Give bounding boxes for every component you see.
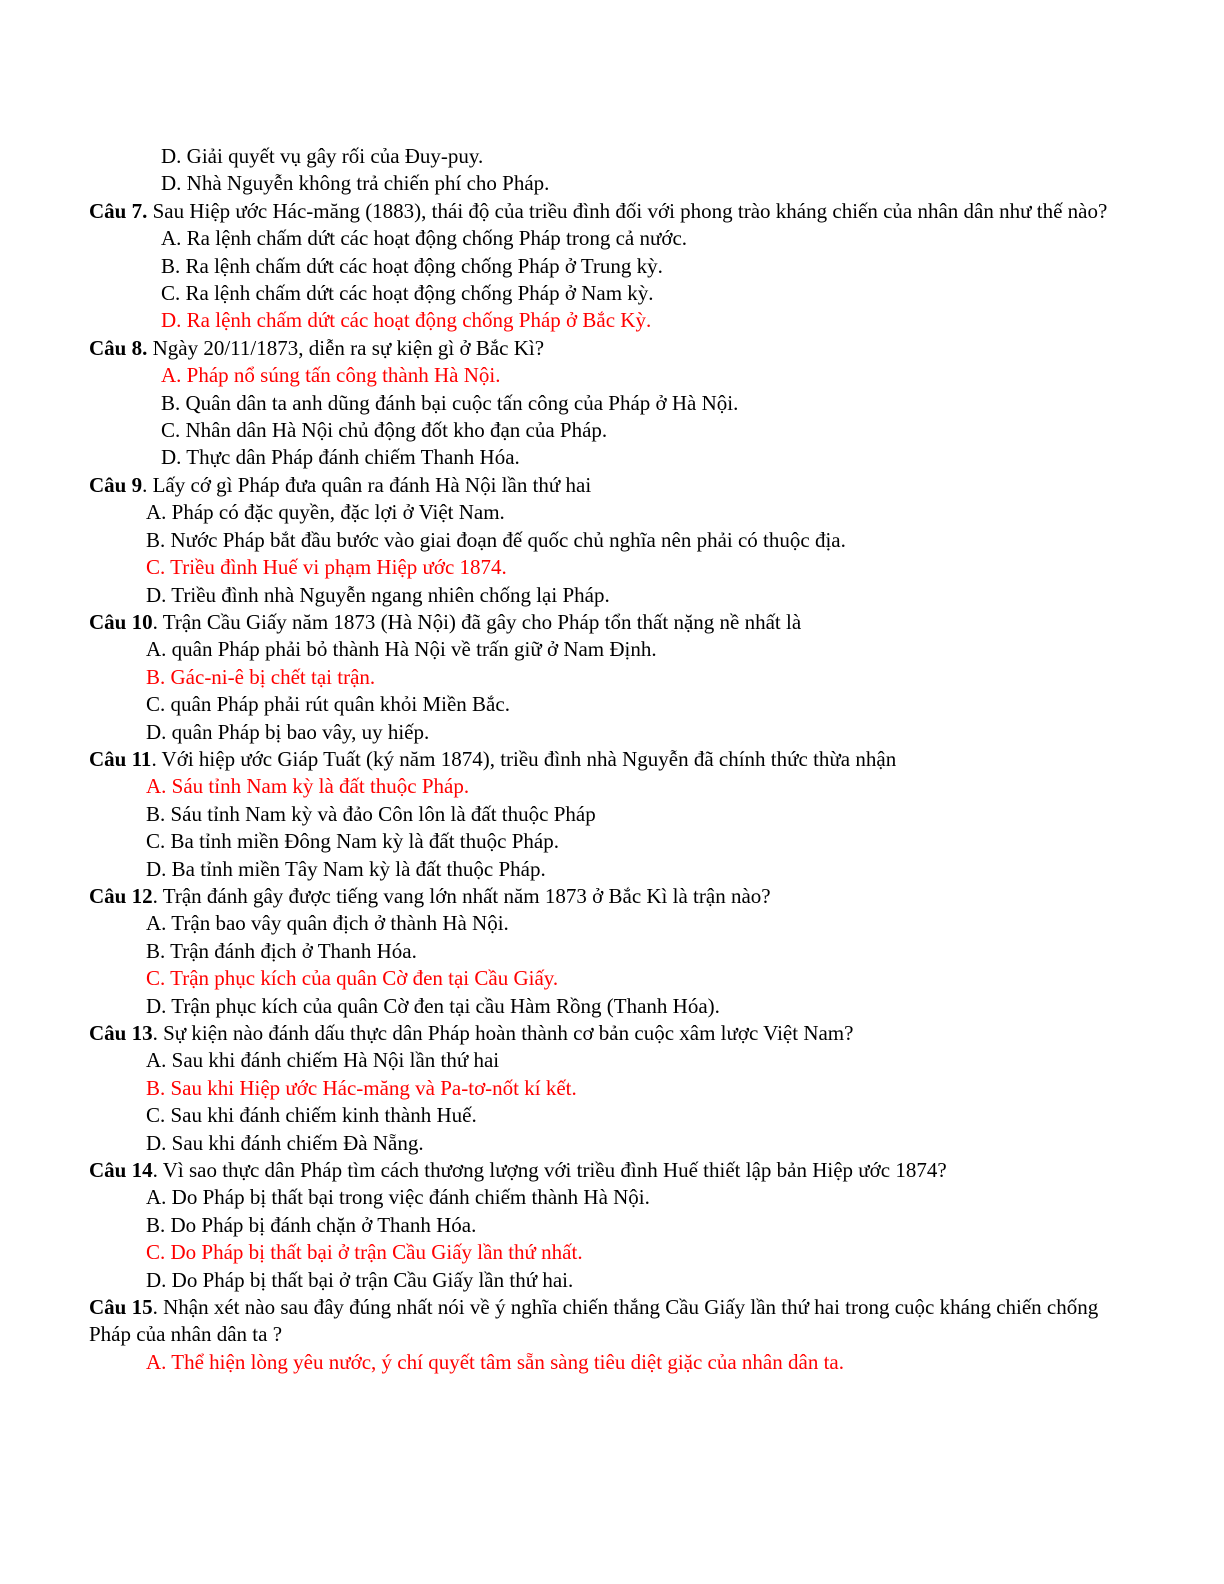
question-label: Câu 7. [89, 198, 148, 223]
question-body: . Lấy cớ gì Pháp đưa quân ra đánh Hà Nội lần thứ hai [142, 472, 592, 497]
question-body: . Nhận xét nào sau đây đúng nhất nói về ý nghĩa chiến thắng Cầu Giấy lần thứ hai trong cuộc kháng chiến chống Pháp của nhân dân ta ? [89, 1295, 1099, 1347]
question-label: Câu 15 [89, 1295, 153, 1320]
question-body: Ngày 20/11/1873, diễn ra sự kiện gì ở Bắc Kì? [147, 335, 545, 360]
option-a-correct: A. Sáu tỉnh Nam kỳ là đất thuộc Pháp. [146, 774, 470, 799]
option-d: D. Sau khi đánh chiếm Đà Nẵng. [146, 1130, 424, 1155]
question-9 [89, 472, 1129, 609]
question-text [89, 472, 1129, 499]
option-b: B. Quân dân ta anh dũng đánh bại cuộc tấn công của Pháp ở Hà Nội. [161, 390, 739, 415]
option-d: D. Do Pháp bị thất bại ở trận Cầu Giấy lần thứ hai. [146, 1267, 574, 1292]
option-c: C. Sau khi đánh chiếm kinh thành Huế. [146, 1103, 477, 1128]
option-d: D. quân Pháp bị bao vây, uy hiếp. [146, 719, 430, 744]
question-15 [89, 1294, 1129, 1376]
question-label: Câu 12 [89, 883, 153, 908]
option-d-correct: D. Ra lệnh chấm dứt các hoạt động chống Pháp ở Bắc Kỳ. [161, 308, 652, 333]
option-a: A. Trận bao vây quân địch ở thành Hà Nội. [146, 911, 509, 936]
option-b-correct: B. Sau khi Hiệp ước Hác-măng và Pa-tơ-nốt kí kết. [146, 1075, 577, 1100]
option-d: D. Triều đình nhà Nguyễn ngang nhiên chống lại Pháp. [146, 582, 610, 607]
question-text [89, 335, 1129, 362]
question-text [89, 198, 1129, 225]
question-body: Sau Hiệp ước Hác-măng (1883), thái độ của triều đình đối với phong trào kháng chiến của nhân dân như thế nào? [147, 198, 1108, 223]
option-a-correct: A. Thể hiện lòng yêu nước, ý chí quyết tâm sẵn sàng tiêu diệt giặc của nhân dân ta. [146, 1349, 844, 1374]
question-14 [89, 1157, 1129, 1294]
question-11 [89, 746, 1129, 883]
question-8 [89, 335, 1129, 472]
option-b: B. Do Pháp bị đánh chặn ở Thanh Hóa. [146, 1212, 477, 1237]
option-a-correct: A. Pháp nổ súng tấn công thành Hà Nội. [161, 363, 501, 388]
question-7 [89, 198, 1129, 335]
option-d: D. Trận phục kích của quân Cờ đen tại cầu Hàm Rồng (Thanh Hóa). [146, 993, 720, 1018]
question-label: Câu 13 [89, 1021, 153, 1045]
option-a: A. Sau khi đánh chiếm Hà Nội lần thứ hai [146, 1048, 500, 1073]
question-label: Câu 14 [89, 1158, 153, 1183]
option-c-correct: C. Do Pháp bị thất bại ở trận Cầu Giấy lần thứ nhất. [146, 1240, 583, 1265]
question-text [89, 746, 1129, 773]
option-d-war-indemnity: D. Nhà Nguyễn không trả chiến phí cho Pháp. [161, 171, 550, 196]
option-b: B. Sáu tỉnh Nam kỳ và đảo Côn lôn là đất thuộc Pháp [146, 801, 596, 826]
option-b-correct: B. Gác-ni-ê bị chết tại trận. [146, 664, 376, 689]
question-body: . Vì sao thực dân Pháp tìm cách thương lượng với triều đình Huế thiết lập bản Hiệp ước 1874? [152, 1158, 947, 1183]
question-body: . Sự kiện nào đánh dấu thực dân Pháp hoàn thành cơ bản cuộc xâm lược Việt Nam? [152, 1021, 854, 1045]
option-d: D. Ba tỉnh miền Tây Nam kỳ là đất thuộc Pháp. [146, 856, 546, 881]
option-a: A. quân Pháp phải bỏ thành Hà Nội về trấn giữ ở Nam Định. [146, 637, 657, 662]
question-12 [89, 883, 1129, 1020]
question-label: Câu 10 [89, 609, 153, 634]
question-body: . Trận đánh gây được tiếng vang lớn nhất năm 1873 ở Bắc Kì là trận nào? [152, 883, 771, 908]
option-d-duy-puy: D. Giải quyết vụ gây rối của Đuy-puy. [161, 144, 484, 168]
question-text [89, 883, 1129, 910]
option-c: C. Ba tỉnh miền Đông Nam kỳ là đất thuộc Pháp. [146, 829, 559, 854]
question-body: . Với hiệp ước Giáp Tuất (ký năm 1874), triều đình nhà Nguyễn đã chính thức thừa nhận [151, 746, 897, 771]
question-label: Câu 9 [89, 472, 143, 497]
question-text [89, 609, 1129, 636]
option-c-correct: C. Triều đình Huế vi phạm Hiệp ước 1874. [146, 555, 507, 580]
question-text [89, 1157, 1129, 1184]
option-a: A. Do Pháp bị thất bại trong việc đánh chiếm thành Hà Nội. [146, 1185, 650, 1210]
option-c-correct: C. Trận phục kích của quân Cờ đen tại Cầu Giấy. [146, 966, 559, 991]
option-a: A. Pháp có đặc quyền, đặc lợi ở Việt Nam. [146, 500, 505, 525]
question-text [89, 1294, 1129, 1349]
option-c: C. Nhân dân Hà Nội chủ động đốt kho đạn của Pháp. [161, 418, 608, 443]
option-c: C. Ra lệnh chấm dứt các hoạt động chống Pháp ở Nam kỳ. [161, 281, 654, 306]
document-page [89, 143, 1129, 1376]
option-b: B. Nước Pháp bắt đầu bước vào giai đoạn đế quốc chủ nghĩa nên phải có thuộc địa. [146, 527, 846, 552]
question-10 [89, 609, 1129, 746]
question-label: Câu 8. [89, 335, 148, 360]
option-b: B. Trận đánh địch ở Thanh Hóa. [146, 938, 417, 963]
option-a: A. Ra lệnh chấm dứt các hoạt động chống Pháp trong cả nước. [161, 226, 688, 251]
option-b: B. Ra lệnh chấm dứt các hoạt động chống Pháp ở Trung kỳ. [161, 253, 663, 278]
option-c: C. quân Pháp phải rút quân khỏi Miền Bắc. [146, 692, 510, 717]
question-body: . Trận Cầu Giấy năm 1873 (Hà Nội) đã gây cho Pháp tổn thất nặng nề nhất là [152, 609, 802, 634]
question-text [89, 1020, 1129, 1047]
question-label: Câu 11 [89, 746, 152, 771]
option-d: D. Thực dân Pháp đánh chiếm Thanh Hóa. [161, 445, 520, 470]
question-13 [89, 1020, 1129, 1157]
